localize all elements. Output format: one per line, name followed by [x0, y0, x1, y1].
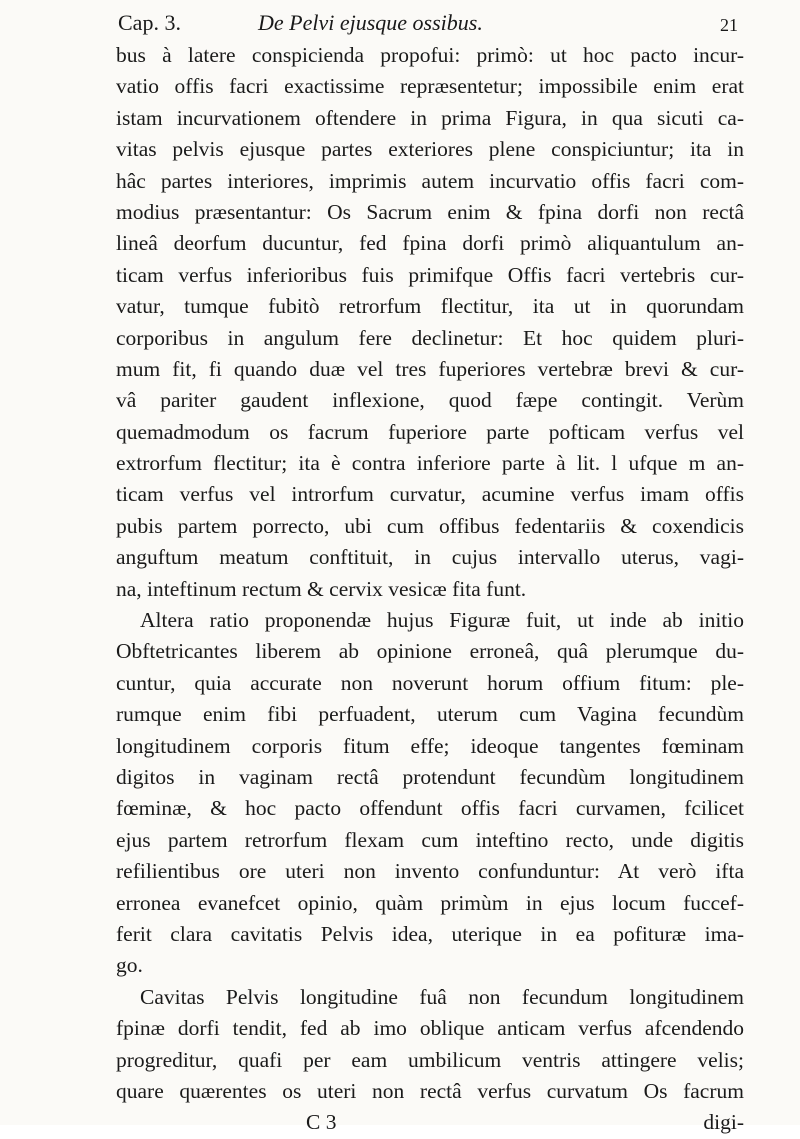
text-line: vâ pariter gaudent inflexione, quod fæpe contingit. Verùm	[116, 388, 744, 413]
running-title: De Pelvi ejusque ossibus.	[258, 10, 483, 35]
chapter-number: Cap. 3.	[118, 10, 181, 35]
text-line: hâc partes interiores, imprimis autem incurvatio offis facri com-	[116, 168, 744, 193]
page-number: 21	[720, 15, 738, 35]
text-line: anguftum meatum conftituit, in cujus intervallo uterus, vagi-	[116, 545, 744, 570]
text-line: modius præsentantur: Os Sacrum enim & fpina dorfi non rectâ	[116, 199, 744, 224]
text-line: lineâ deorfum ducuntur, fed fpina dorfi primò aliquantulum an-	[116, 231, 744, 256]
text-line: Cavitas Pelvis longitudine fuâ non fecundum longitudinem	[140, 984, 744, 1009]
running-head	[118, 8, 738, 38]
text-line: ticam verfus inferioribus fuis primifque Offis facri vertebris cur-	[116, 262, 744, 287]
text-line: vatur, tumque fubitò retrorfum flectitur, ita ut in quorundam	[116, 294, 744, 319]
text-line: Obftetricantes liberem ab opinione erroneâ, quâ plerumque du-	[116, 639, 744, 664]
text-line: pubis partem porrecto, ubi cum offibus fedentariis & coxendicis	[116, 513, 744, 538]
text-line: quemadmodum os facrum fuperiore parte pofticam verfus vel	[116, 419, 744, 444]
text-line: corporibus in angulum fere declinetur: Et hoc quidem pluri-	[116, 325, 744, 350]
text-line: extrorfum flectitur; ita è contra inferiore parte à lit. l ufque m an-	[116, 451, 744, 476]
text-line: na, inteftinum rectum & cervix vesicæ fita funt.	[116, 576, 527, 601]
text-line: mum fit, fi quando duæ vel tres fuperiores vertebræ brevi & cur-	[116, 356, 744, 381]
text-line: refilientibus ore uteri non invento confunduntur: At verò ifta	[116, 859, 744, 884]
text-line: quare quærentes os uteri non rectâ verfus curvatum Os facrum	[116, 1078, 744, 1103]
catchword: digi-	[703, 1110, 744, 1135]
text-line: progreditur, quafi per eam umbilicum ventris attingere velis;	[116, 1047, 744, 1072]
text-line: rumque enim fibi perfuadent, uterum cum Vagina fecundùm	[116, 702, 744, 727]
text-line: istam incurvationem oftendere in prima Figura, in qua sicuti ca-	[116, 105, 744, 130]
text-line: bus à latere conspicienda propofui: primò: ut hoc pacto incur-	[116, 43, 744, 67]
text-line: Altera ratio proponendæ hujus Figuræ fuit, ut inde ab initio	[140, 608, 744, 633]
text-line: longitudinem corporis fitum effe; ideoque tangentes fœminam	[116, 733, 744, 758]
text-line: fpinæ dorfi tendit, fed ab imo oblique anticam verfus afcendendo	[116, 1016, 744, 1041]
text-line: cuntur, quia accurate non noverunt horum offium fitum: ple-	[116, 670, 744, 695]
text-line: ejus partem retrorfum flexam cum inteftino recto, unde digitis	[116, 827, 744, 852]
text-line: vatio offis facri exactissime repræsentetur; impossibile enim erat	[116, 74, 744, 99]
text-line: ticam verfus vel introrfum curvatur, acumine verfus imam offis	[116, 482, 744, 507]
text-line: ferit clara cavitatis Pelvis idea, uterique in ea pofituræ ima-	[116, 921, 744, 946]
signature-line	[116, 1107, 744, 1138]
text-line: digitos in vaginam rectâ protendunt fecundùm longitudinem	[116, 764, 744, 789]
text-line: go.	[116, 953, 143, 978]
text-line: fœminæ, & hoc pacto offendunt offis facri curvamen, fcilicet	[116, 796, 744, 821]
text-line: erronea evanefcet opinio, quàm primùm in ejus locum fuccef-	[116, 890, 744, 915]
body-text	[116, 40, 744, 1139]
signature-mark: C 3	[306, 1110, 337, 1135]
text-line: vitas pelvis ejusque partes exteriores plene conspiciuntur; ita in	[116, 137, 744, 162]
